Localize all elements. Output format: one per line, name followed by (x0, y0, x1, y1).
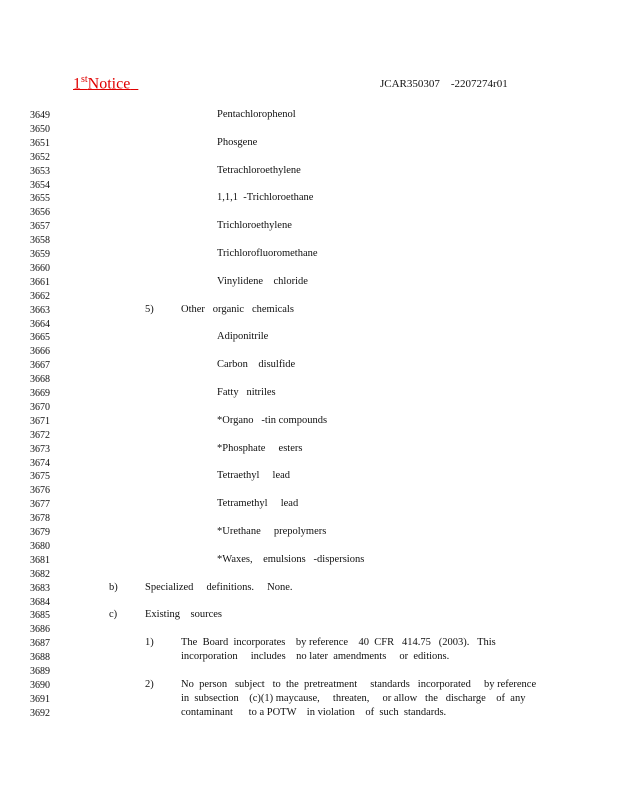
subsection-1-paragraph (181, 636, 541, 664)
line-number: 3692 (30, 708, 50, 719)
paragraph-line: The Board incorporates by reference 40 CFR 414.75 (2003). This (181, 637, 496, 648)
notice-number: 1 (73, 75, 81, 93)
list-item: *Waxes, emulsions -dispersions (217, 554, 365, 565)
paragraph-line: No person subject to the pretreatment standards incorporated by reference (181, 679, 537, 690)
line-number: 3689 (30, 666, 50, 677)
line-number: 3684 (30, 597, 50, 608)
line-number: 3658 (30, 235, 50, 246)
item-c-label: c) (109, 609, 118, 620)
line-number: 3649 (30, 110, 50, 121)
notice-ordinal: st (81, 74, 88, 85)
list-item: Phosgene (217, 137, 258, 148)
line-number: 3660 (30, 263, 50, 274)
list-item: *Urethane prepolymers (217, 526, 327, 537)
line-number: 3659 (30, 249, 50, 260)
line-number: 3691 (30, 694, 50, 705)
list-item: Pentachlorophenol (217, 109, 296, 120)
line-number: 3686 (30, 624, 50, 635)
paragraph-line: in subsection (c)(1) maycause, threaten, or allow the discharge of any (181, 693, 526, 704)
line-number: 3667 (30, 360, 50, 371)
line-number: 3665 (30, 332, 50, 343)
item-5-heading: Other organic chemicals (181, 304, 294, 315)
line-number: 3666 (30, 346, 50, 357)
line-number: 3656 (30, 207, 50, 218)
line-number: 3662 (30, 291, 50, 302)
subsection-2-label: 2) (145, 679, 154, 690)
line-number: 3655 (30, 193, 50, 204)
line-number: 3670 (30, 402, 50, 413)
notice-label (73, 74, 138, 93)
list-item: Trichloroethylene (217, 220, 292, 231)
line-number: 3688 (30, 652, 50, 663)
line-number: 3661 (30, 277, 50, 288)
item-b-label: b) (109, 582, 118, 593)
line-number: 3663 (30, 305, 50, 316)
line-number: 3676 (30, 485, 50, 496)
line-number: 3678 (30, 513, 50, 524)
list-item: Tetraethyl lead (217, 470, 291, 481)
line-number: 3650 (30, 124, 50, 135)
line-number: 3690 (30, 680, 50, 691)
list-item: Vinylidene chloride (217, 276, 308, 287)
line-number: 3682 (30, 569, 50, 580)
notice-word: Notice (87, 75, 131, 93)
subsection-1-label: 1) (145, 637, 154, 648)
line-number: 3673 (30, 444, 50, 455)
paragraph-line: contaminant to a POTW in violation of such standards. (181, 707, 447, 718)
list-item: Carbon disulfide (217, 359, 296, 370)
line-number: 3685 (30, 610, 50, 621)
line-number: 3680 (30, 541, 50, 552)
list-item: Adiponitrile (217, 331, 269, 342)
line-number: 3681 (30, 555, 50, 566)
line-number: 3672 (30, 430, 50, 441)
line-number: 3687 (30, 638, 50, 649)
subsection-2-paragraph (181, 678, 541, 720)
list-item: *Phosphate esters (217, 443, 303, 454)
line-number: 3664 (30, 319, 50, 330)
line-number: 3668 (30, 374, 50, 385)
list-item: Fatty nitriles (217, 387, 276, 398)
line-number: 3675 (30, 471, 50, 482)
line-number: 3653 (30, 166, 50, 177)
line-number: 3654 (30, 180, 50, 191)
line-number: 3657 (30, 221, 50, 232)
list-item: Tetrachloroethylene (217, 165, 301, 176)
line-number: 3679 (30, 527, 50, 538)
list-item: *Organo -tin compounds (217, 415, 328, 426)
document-id: JCAR350307 -2207274r01 (380, 78, 508, 90)
line-number: 3671 (30, 416, 50, 427)
line-number: 3669 (30, 388, 50, 399)
line-number: 3651 (30, 138, 50, 149)
list-item: 1,1,1 -Trichloroethane (217, 192, 314, 203)
item-5-label: 5) (145, 304, 154, 315)
line-number: 3677 (30, 499, 50, 510)
line-number: 3683 (30, 583, 50, 594)
item-b-text: Specialized definitions. None. (145, 582, 293, 593)
line-number: 3652 (30, 152, 50, 163)
line-number: 3674 (30, 458, 50, 469)
list-item: Tetramethyl lead (217, 498, 299, 509)
list-item: Trichlorofluoromethane (217, 248, 318, 259)
item-c-heading: Existing sources (145, 609, 222, 620)
paragraph-line: incorporation includes no later amendments or editions. (181, 651, 450, 662)
